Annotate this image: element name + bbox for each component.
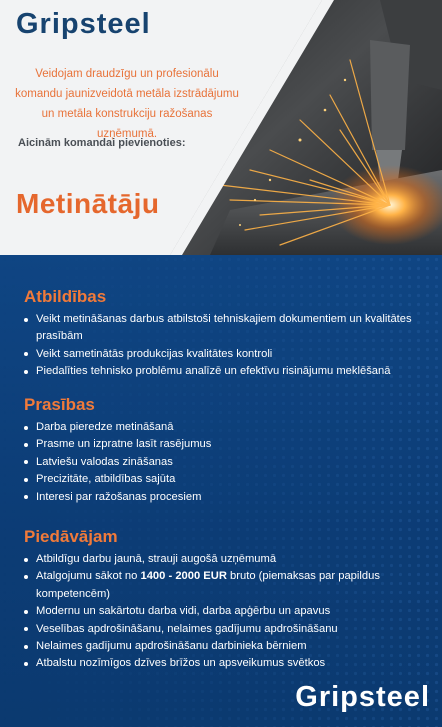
company-intro: Veidojam draudzīgu un profesionālu komandu jaunizveidotā metāla izstrādājumu un metāla konstrukciju ražošanas uzņēmumā. bbox=[15, 68, 239, 140]
list-item: Atbalstu nozīmīgos dzīves brīžos un apsveikumus svētkos bbox=[24, 655, 424, 672]
salary-suffix: bruto (piemaksas par papildus kompetencēm) bbox=[36, 570, 380, 600]
requirements-list bbox=[24, 419, 424, 506]
list-item: Interesi par ražošanas procesiem bbox=[24, 489, 424, 506]
list-item: Veikt metināšanas darbus atbilstoši tehniskajiem dokumentiem un kvalitātes prasībām bbox=[24, 311, 424, 346]
list-item: Precizitāte, atbildības sajūta bbox=[24, 471, 424, 488]
responsibilities-list bbox=[24, 311, 424, 381]
list-item: Veikt sametinātās produkcijas kvalitātes kontroli bbox=[24, 346, 424, 363]
invite-text: Aicinām komandai pievienoties: bbox=[18, 137, 186, 149]
job-title: Metinātāju bbox=[16, 188, 160, 219]
list-item: Atbildīgu darbu jaunā, strauji augošā uzņēmumā bbox=[24, 551, 424, 568]
details-section bbox=[0, 255, 442, 727]
offer-list bbox=[24, 551, 424, 673]
list-item: Modernu un sakārtotu darba vidi, darba apģērbu un apavus bbox=[24, 603, 424, 620]
list-item: Veselības apdrošināšanu, nelaimes gadījumu apdrošināšanu bbox=[24, 621, 424, 638]
salary-range: 1400 - 2000 EUR bbox=[140, 570, 227, 583]
list-item: Latviešu valodas zināšanas bbox=[24, 454, 424, 471]
list-item: Piedalīties tehnisko problēmu analīzē un efektīvu risinājumu meklēšanā bbox=[24, 363, 424, 380]
list-item: Prasme un izpratne lasīt rasējumus bbox=[24, 436, 424, 453]
offer-title: Piedāvājam bbox=[24, 527, 118, 546]
list-item: Nelaimes gadījumu apdrošināšanu darbinieka bērniem bbox=[24, 638, 424, 655]
company-logo-footer: Gripsteel bbox=[295, 681, 430, 713]
requirements-title: Prasības bbox=[24, 395, 95, 414]
header-section bbox=[0, 0, 442, 255]
responsibilities-title: Atbildības bbox=[24, 287, 107, 306]
salary-item bbox=[24, 568, 424, 603]
company-logo: Gripsteel bbox=[16, 8, 151, 40]
list-item: Darba pieredze metināšanā bbox=[24, 419, 424, 436]
salary-prefix: Atalgojumu sākot no bbox=[36, 570, 141, 583]
